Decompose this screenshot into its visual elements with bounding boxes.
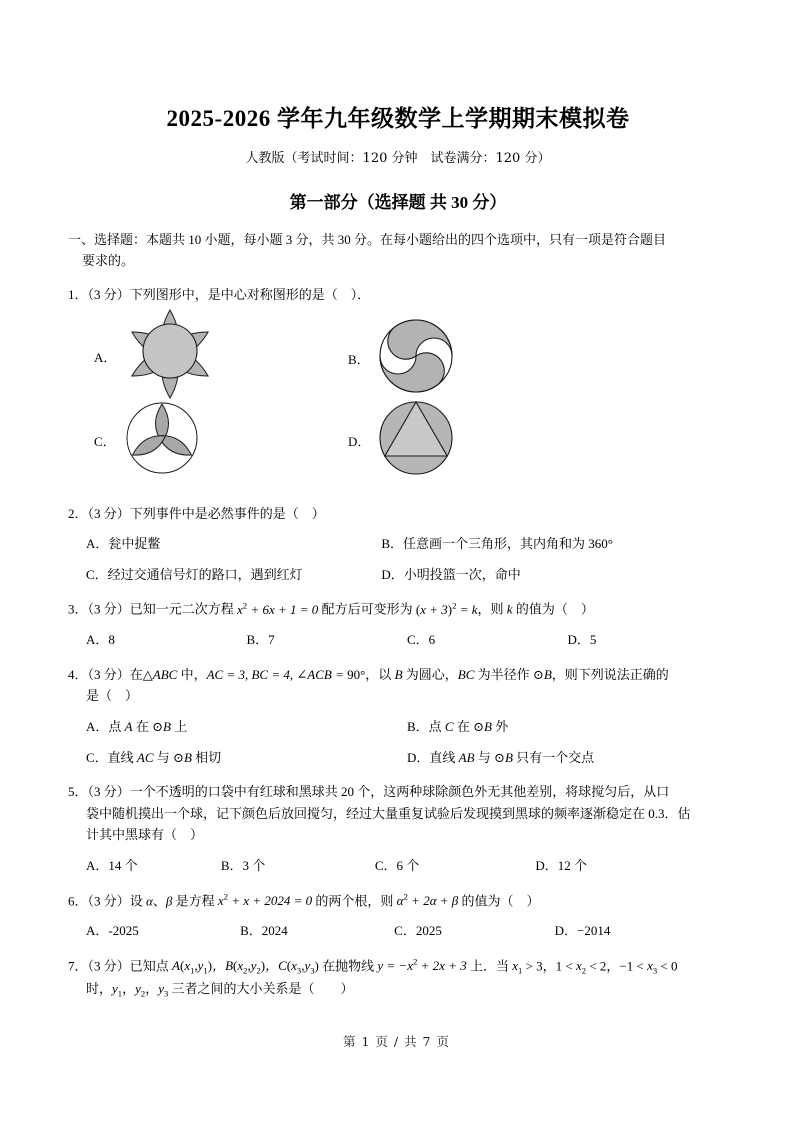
- question-3-stem-mid: 配方后可变形为: [318, 601, 416, 617]
- question-1-option-b[interactable]: [348, 316, 456, 401]
- question-4-option-d[interactable]: D．直线 AB 与 ⊙B 只有一个交点: [407, 749, 595, 765]
- question-3-equation-2: $(x + 3)^2 = k$: [415, 600, 478, 617]
- question-6-stem-post: 的值为（ ）: [458, 892, 540, 908]
- question-3-stem: [68, 598, 728, 620]
- question-5-option-d[interactable]: D．12 个: [535, 857, 588, 873]
- question-1-option-c[interactable]: [94, 398, 202, 483]
- question-6: [68, 877, 728, 942]
- option-c-label: C．: [94, 433, 116, 449]
- option-a-label: A．: [94, 349, 117, 365]
- question-6-options: [68, 911, 728, 942]
- question-4-stem-mid: 中，: [177, 666, 207, 682]
- page-content: [68, 0, 728, 1001]
- question-2-options-row-2: [68, 555, 728, 586]
- question-6-stem-pre: 6．（3 分）设 α、β 是方程: [68, 892, 218, 908]
- question-5-option-b[interactable]: B．3 个: [220, 857, 266, 873]
- question-4-option-c[interactable]: C．直线 AC 与 ⊙B 相切: [86, 749, 222, 765]
- question-7-stem-line-1: [68, 955, 728, 978]
- page-footer: 第 1 页 / 共 7 页: [343, 1034, 450, 1049]
- question-7-stem-post: 上．当 $x_1 > 3$，$1 < x_2 < 2$，$-1 < x_3 < 0$: [466, 958, 678, 976]
- question-2-option-d[interactable]: D．小明投篮一次，命中: [381, 566, 521, 582]
- question-1: [68, 271, 728, 306]
- two-fold-pinwheel-in-circle-icon: [376, 316, 456, 401]
- question-7: [68, 942, 728, 1001]
- question-7-points: $A(x_1,y_1)$，$B(x_2,y_2)$，$C(x_3,y_3)$: [172, 958, 319, 976]
- question-6-equation: $x^2 + x + 2024 = 0$: [217, 891, 313, 908]
- question-5-option-a[interactable]: A．14 个: [86, 857, 138, 873]
- question-3-option-d[interactable]: D．5: [567, 632, 597, 648]
- question-5: [68, 768, 728, 876]
- three-lens-rosette-in-circle-icon: [122, 398, 202, 483]
- question-4: [68, 651, 728, 768]
- exam-subtitle: 人教版（考试时间：120 分钟 试卷满分：120 分）: [245, 151, 551, 166]
- question-4-stem-line-2: 是（ ）: [86, 688, 139, 704]
- page-title: 2025-2026 学年九年级数学上学期期末模拟卷: [166, 106, 630, 131]
- question-3-equation-1: $x^2 + 6x + 1 = 0$: [237, 600, 319, 617]
- question-4-stem-pre: 4．（3 分）在△: [68, 666, 153, 682]
- question-3-option-b[interactable]: B．7: [246, 632, 275, 648]
- option-b-label: B．: [348, 351, 370, 367]
- question-4-stem-line-1: [68, 664, 728, 686]
- question-5-stem-line-2: 袋中随机摸出一个球，记下颜色后放回搅匀，经过大量重复试验后发现摸到黑球的频率逐渐稳定在 0.3．估: [86, 805, 691, 821]
- question-4-option-b[interactable]: B．点 C 在 ⊙B 外: [407, 719, 509, 735]
- question-6-stem-mid: 的两个根，则: [312, 892, 397, 908]
- question-4-option-a[interactable]: A．点 A 在 ⊙B 上: [86, 719, 188, 735]
- question-3: [68, 585, 728, 650]
- option-d-label: D．: [348, 433, 371, 449]
- question-4-options-row-1: [68, 707, 728, 738]
- question-4-given-values: AC = 3, BC = 4, ∠ACB = 90°: [206, 666, 366, 682]
- question-6-option-b[interactable]: B．2024: [240, 923, 288, 939]
- question-7-stem-line-2: 时，$y_1$，$y_2$，$y_3$ 三者之间的大小关系是（ ）: [86, 981, 354, 999]
- question-2-stem: 2．（3 分）下列事件中是必然事件的是（ ）: [68, 505, 325, 521]
- question-4-stem-post: ，以 B 为圆心，BC 为半径作 ⊙B，则下列说法正确的: [365, 666, 669, 682]
- question-3-stem-pre: 3．（3 分）已知一元二次方程: [68, 601, 238, 617]
- question-5-stem-line-3: 计其中黑球有（ ）: [86, 827, 204, 843]
- question-7-stem-pre: 7．（3 分）已知点: [68, 958, 173, 974]
- question-3-stem-post: ，则 k 的值为（ ）: [477, 601, 594, 617]
- question-5-option-c[interactable]: C．6 个: [374, 857, 420, 873]
- question-2-option-b[interactable]: B．任意画一个三角形，其内角和为 360°: [381, 536, 613, 552]
- question-1-figures: [68, 306, 728, 490]
- question-3-options: [68, 620, 728, 651]
- instruction-line-1: 一、选择题：本题共 10 小题，每小题 3 分，共 30 分。在每小题给出的四个选项中，只有一项是符合题目: [68, 232, 667, 247]
- question-4-triangle-label: ABC: [152, 666, 178, 682]
- six-petal-flower-with-circle-icon: [122, 308, 218, 405]
- question-6-expression: $\alpha^2 + 2\alpha + \beta$: [396, 891, 459, 908]
- question-1-option-d[interactable]: [348, 398, 456, 483]
- section-instruction: [68, 213, 728, 271]
- question-2: [68, 490, 728, 586]
- question-1-option-a[interactable]: [94, 308, 218, 405]
- question-7-parabola: $y = -x^2 + 2x + 3$: [377, 957, 467, 974]
- question-6-option-c[interactable]: C．2025: [394, 923, 442, 939]
- question-6-stem: [68, 890, 728, 912]
- question-5-stem-line-1: 5．（3 分）一个不透明的口袋中有红球和黑球共 20 个，这两种球除颜色外无其他差别，将球搅匀后，从口: [68, 784, 670, 800]
- question-6-option-a[interactable]: A．-2025: [86, 923, 139, 939]
- question-6-option-d[interactable]: D．−2014: [554, 923, 611, 939]
- triangle-inscribed-in-circle-icon: [376, 398, 456, 483]
- instruction-line-2: 要求的。: [82, 253, 135, 269]
- question-3-option-c[interactable]: C．6: [407, 632, 436, 648]
- question-4-options-row-2: [68, 738, 728, 769]
- question-1-stem: 1．（3 分）下列图形中，是中心对称图形的是（ ）．: [68, 287, 371, 303]
- part-one-heading: 第一部分（选择题 共 30 分）: [289, 193, 507, 212]
- question-7-stem-mid: 在抛物线: [318, 958, 378, 974]
- question-2-option-a[interactable]: A．瓮中捉鳖: [86, 536, 161, 552]
- question-2-options-row-1: [68, 524, 728, 555]
- question-5-options: [68, 846, 728, 877]
- question-3-option-a[interactable]: A．8: [86, 632, 115, 648]
- question-2-option-c[interactable]: C．经过交通信号灯的路口，遇到红灯: [86, 566, 303, 582]
